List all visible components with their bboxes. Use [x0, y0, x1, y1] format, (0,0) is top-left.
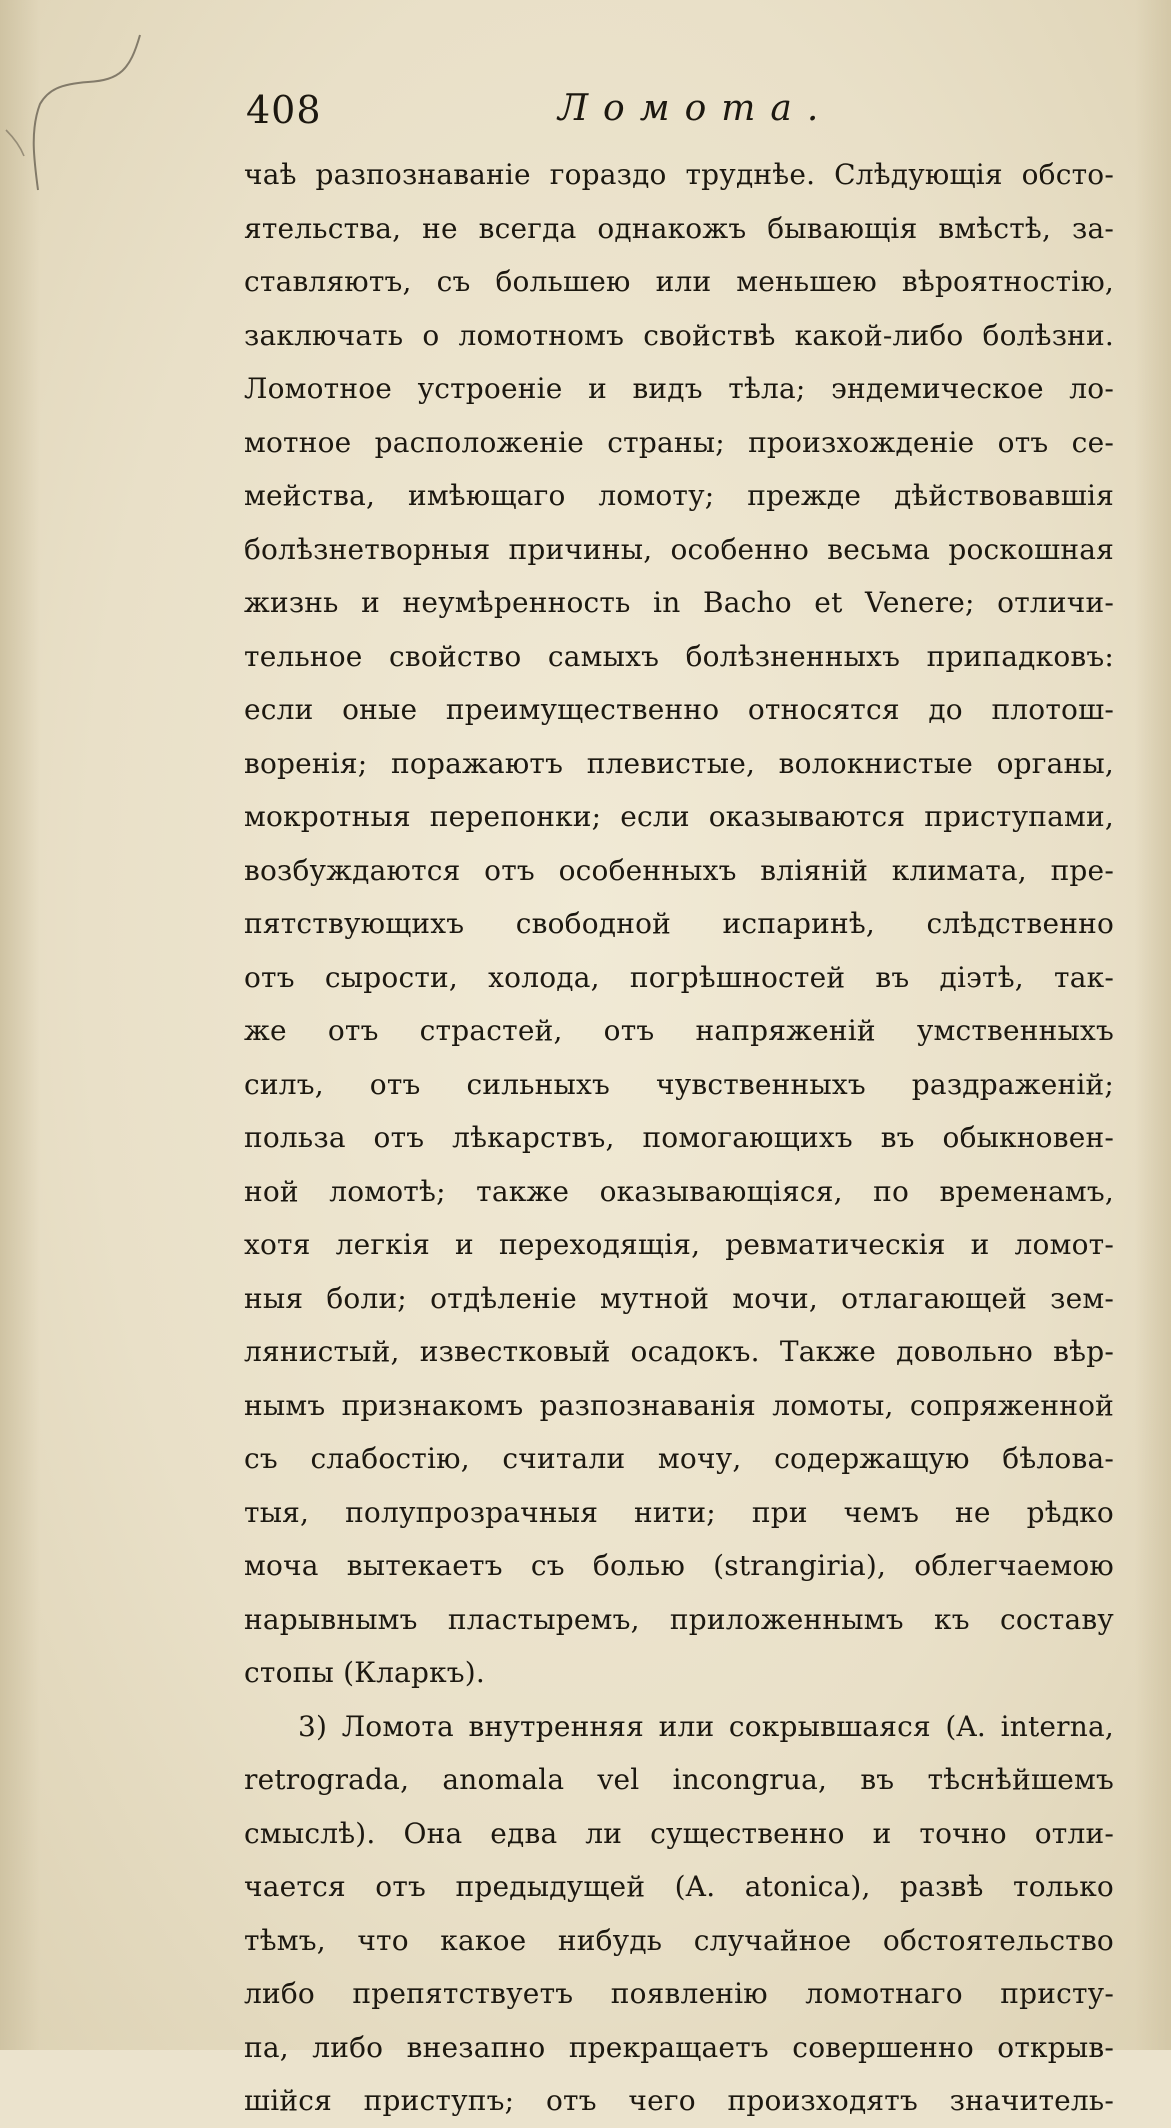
text-line: хотя легкія и переходящія, ревматическія и ломот-: [244, 1228, 1114, 1261]
running-head: Ломота.: [558, 88, 834, 129]
text-line: болѣзнетворныя причины, особенно весьма роскошная: [244, 532, 1114, 566]
text-line: съ слабостію, считали мочу, содержащую бѣлова-: [244, 1442, 1114, 1475]
text-line: ятельства, не всегда однакожъ бывающія вмѣстѣ, за-: [244, 211, 1114, 245]
text-line: возбуждаются отъ особенныхъ вліяній климата, пре-: [244, 853, 1114, 887]
text-line: тыя, полупрозрачныя нити; при чемъ не рѣдко: [244, 1495, 1114, 1529]
text-line: тѣмъ, что какое нибудь случайное обстоятельство: [244, 1923, 1114, 1957]
text-line: шійся приступъ; отъ чего произходятъ значитель-: [244, 2084, 1114, 2117]
text-line: моча вытекаетъ съ болью (strangiria), облегчаемою: [244, 1549, 1114, 1582]
text-line: нымъ признакомъ разпознаванія ломоты, сопряженной: [244, 1388, 1114, 1422]
text-line: отъ сырости, холода, погрѣшностей въ діэтѣ, так-: [244, 960, 1114, 994]
page-right-shadow: [1135, 0, 1171, 2050]
page-number: 408: [246, 88, 322, 132]
text-line: ной ломотѣ; также оказывающіяся, по временамъ,: [244, 1174, 1114, 1208]
page-left-shadow: [0, 0, 40, 2050]
text-line: если оные преимущественно относятся до плотош-: [244, 693, 1114, 726]
text-line: мейства, имѣющаго ломоту; прежде дѣйствовавшія: [244, 479, 1114, 512]
text-line: мокротныя перепонки; если оказываются приступами,: [244, 800, 1114, 833]
text-line: ставляютъ, съ большею или меньшею вѣроятностію,: [244, 265, 1114, 298]
text-line: либо препятствуетъ появленію ломотнаго присту-: [244, 1977, 1114, 2010]
text-line: жизнь и неумѣренность in Bacho et Venere; отличи-: [244, 586, 1114, 619]
text-line: силъ, отъ сильныхъ чувственныхъ раздраженій;: [244, 1067, 1114, 1101]
text-line: чаѣ разпознаваніе гораздо труднѣе. Слѣдующія обсто-: [244, 158, 1114, 191]
text-line: же отъ страстей, отъ напряженій умственныхъ: [244, 1014, 1114, 1047]
text-line: пятствующихъ свободной испаринѣ, слѣдственно: [244, 907, 1114, 940]
text-line: ныя боли; отдѣленіе мутной мочи, отлагающей зем-: [244, 1281, 1114, 1315]
text-line: нарывнымъ пластыремъ, приложеннымъ къ составу: [244, 1602, 1114, 1636]
text-line: лянистый, известковый осадокъ. Также довольно вѣр-: [244, 1335, 1114, 1368]
paragraph-start-line: 3) Ломота внутренняя или сокрывшаяся (A. interna,: [298, 1709, 1114, 1743]
page-header: [246, 88, 1106, 138]
text-line: заключать о ломотномъ свойствѣ какой-либо болѣзни.: [244, 318, 1114, 352]
body-text: [244, 148, 1114, 2128]
text-line: retrograda, anomala vel incongrua, въ тѣснѣйшемъ: [244, 1763, 1114, 1796]
text-line: чается отъ предыдущей (A. atonica), развѣ только: [244, 1870, 1114, 1903]
pencil-mark-decoration: [0, 0, 170, 220]
text-line: мотное расположеніе страны; произхожденіе отъ се-: [244, 425, 1114, 459]
text-line: па, либо внезапно прекращаетъ совершенно открыв-: [244, 2030, 1114, 2064]
text-line: тельное свойство самыхъ болѣзненныхъ припадковъ:: [244, 639, 1114, 673]
text-line: смыслѣ). Она едва ли существенно и точно отли-: [244, 1816, 1114, 1850]
text-line: польза отъ лѣкарствъ, помогающихъ въ обыкновен-: [244, 1121, 1114, 1154]
text-line: Ломотное устроеніе и видъ тѣла; эндемическое ло-: [244, 372, 1114, 405]
text-line: стопы (Кларкъ).: [244, 1656, 486, 1689]
text-line: воренія; поражаютъ плевистые, волокнистые органы,: [244, 746, 1114, 780]
